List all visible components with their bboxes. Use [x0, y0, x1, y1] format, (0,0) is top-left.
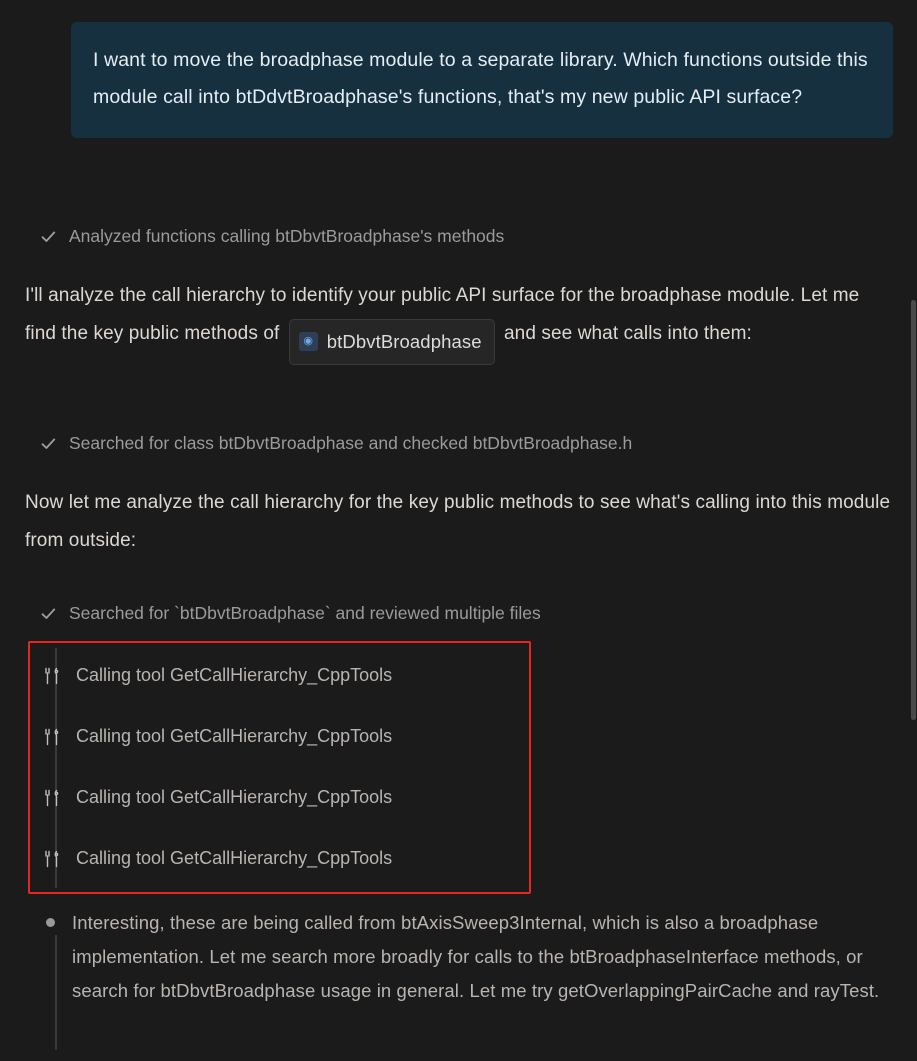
status-text: Searched for class btDbvtBroadphase and checked btDbvtBroadphase.h: [69, 433, 633, 453]
bullet-dot-icon: [46, 918, 55, 927]
tool-call-label: Calling tool GetCallHierarchy_CppTools: [76, 665, 393, 685]
assistant-paragraph-analysis: Now let me analyze the call hierarchy for the key public methods to see what's calling into this module from outside:: [25, 492, 891, 551]
tools-icon: [42, 849, 62, 869]
scrollbar-thumb[interactable]: [911, 300, 916, 720]
scrollbar-track[interactable]: [910, 0, 917, 1061]
code-symbol-icon: ◉: [299, 332, 318, 351]
tools-icon: [42, 727, 62, 747]
code-reference-label: btDbvtBroadphase: [326, 330, 482, 352]
code-reference-chip[interactable]: [289, 319, 495, 365]
tools-icon: [42, 666, 62, 686]
status-text: Analyzed functions calling btDbvtBroadphase's methods: [69, 226, 505, 246]
assistant-bullet-note: [40, 906, 880, 1008]
status-line-searched-files: [40, 602, 541, 624]
status-line-analyzed: [40, 225, 504, 247]
user-message-bubble: [71, 22, 893, 138]
check-icon: [40, 605, 57, 622]
assistant-paragraph-text-after: and see what calls into them:: [504, 323, 752, 344]
status-text: Searched for `btDbvtBroadphase` and reviewed multiple files: [69, 603, 541, 623]
tools-icon: [42, 788, 62, 808]
assistant-paragraph-intro: [25, 277, 875, 365]
tool-call-label: Calling tool GetCallHierarchy_CppTools: [76, 848, 393, 868]
user-message-text: I want to move the broadphase module to a separate library. Which functions outside this module call into btDdvtBroadphase's functions, that's my new public API surface?: [93, 49, 868, 108]
check-icon: [40, 435, 57, 452]
tool-call-row[interactable]: [42, 787, 392, 808]
bullet-note-text: Interesting, these are being called from btAxisSweep3Internal, which is also a broadphase implementation. Let me search more broadly for calls to the btBroadphaseInterface methods, or search for btDbvtBroadphase usage in general. Let me try getOverlappingPairCache and rayTest.: [72, 912, 880, 1001]
tool-call-label: Calling tool GetCallHierarchy_CppTools: [76, 787, 393, 807]
tool-call-label: Calling tool GetCallHierarchy_CppTools: [76, 726, 393, 746]
status-line-searched-class: [40, 432, 632, 454]
check-icon: [40, 228, 57, 245]
tool-call-row[interactable]: [42, 848, 392, 869]
tool-call-row[interactable]: [42, 665, 392, 686]
tool-call-row[interactable]: [42, 726, 392, 747]
assistant-paragraph-text-before: I'll analyze the call hierarchy to identify your public API surface for the broadphase module. Let me find the key public methods of: [25, 285, 860, 344]
